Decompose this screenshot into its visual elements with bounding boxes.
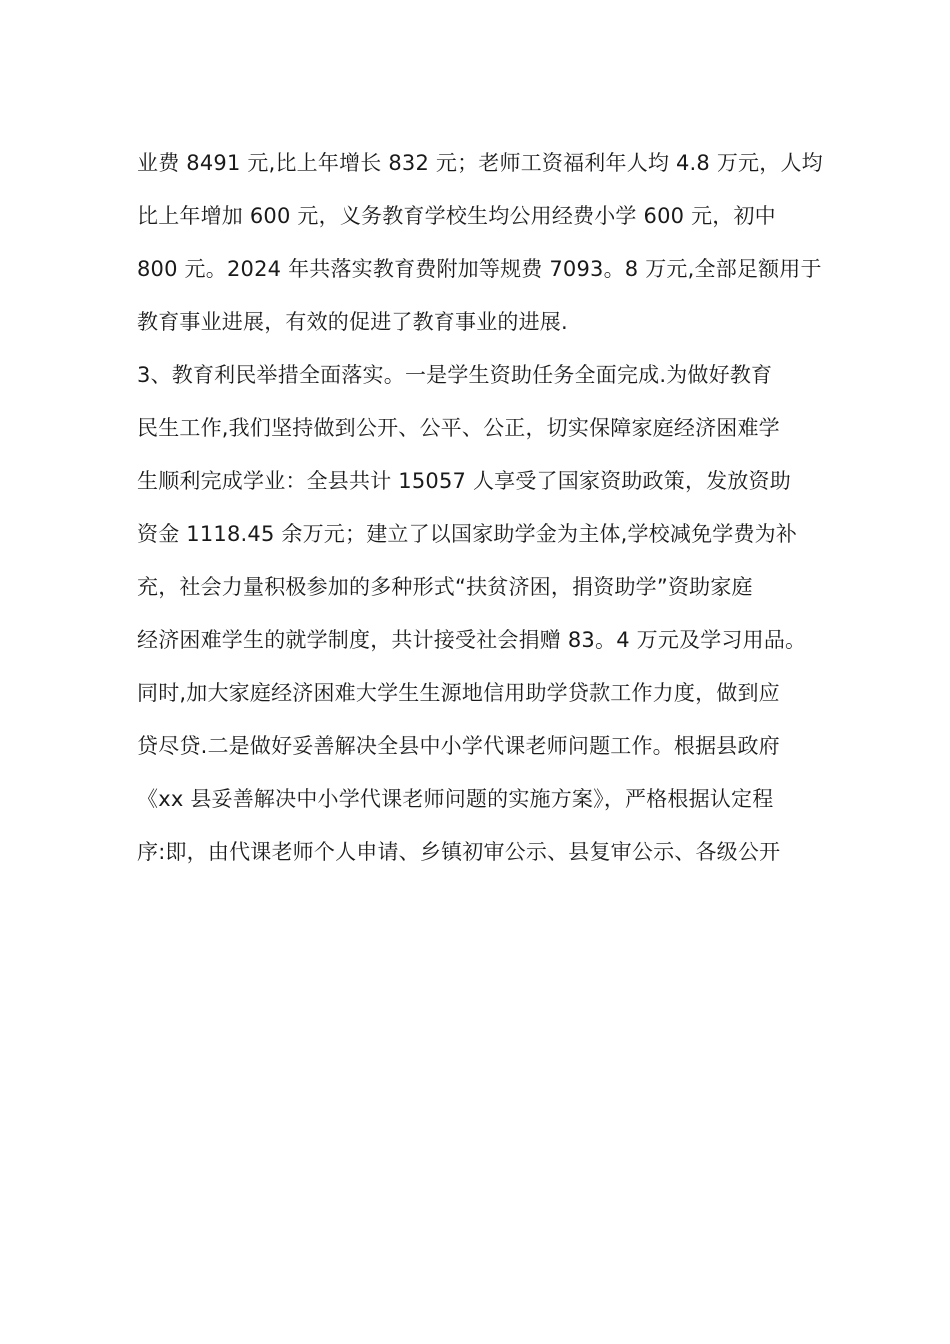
text-line: 3、教育利民举措全面落实。一是学生资助任务全面完成.为做好教育 [137,363,773,387]
text-line: 800 元。2024 年共落实教育费附加等规费 7093。8 万元,全部足额用于 [137,257,822,281]
body-text [137,137,837,879]
text-line: 同时,加大家庭经济困难大学生生源地信用助学贷款工作力度，做到应 [137,681,780,705]
text-line: 《xx 县妥善解决中小学代课老师问题的实施方案》，严格根据认定程 [137,787,774,811]
text-line: 民生工作,我们坚持做到公开、公平、公正，切实保障家庭经济困难学 [137,416,780,440]
text-line: 教育事业进展，有效的促进了教育事业的进展. [137,310,568,334]
text-line: 经济困难学生的就学制度，共计接受社会捐赠 83。4 万元及学习用品。 [137,628,807,652]
text-line: 充，社会力量积极参加的多种形式“扶贫济困，捐资助学”资助家庭 [137,575,753,599]
text-line: 贷尽贷.二是做好妥善解决全县中小学代课老师问题工作。根据县政府 [137,734,780,758]
text-line: 生顺利完成学业：全县共计 15057 人享受了国家资助政策，发放资助 [137,469,791,493]
text-line: 业费 8491 元,比上年增长 832 元；老师工资福利年人均 4.8 万元，人均 [137,151,823,175]
text-line: 比上年增加 600 元，义务教育学校生均公用经费小学 600 元，初中 [137,204,776,228]
text-line: 资金 1118.45 余万元；建立了以国家助学金为主体,学校减免学费为补 [137,522,798,546]
text-line: 序:即，由代课老师个人申请、乡镇初审公示、县复审公示、各级公开 [137,840,781,864]
